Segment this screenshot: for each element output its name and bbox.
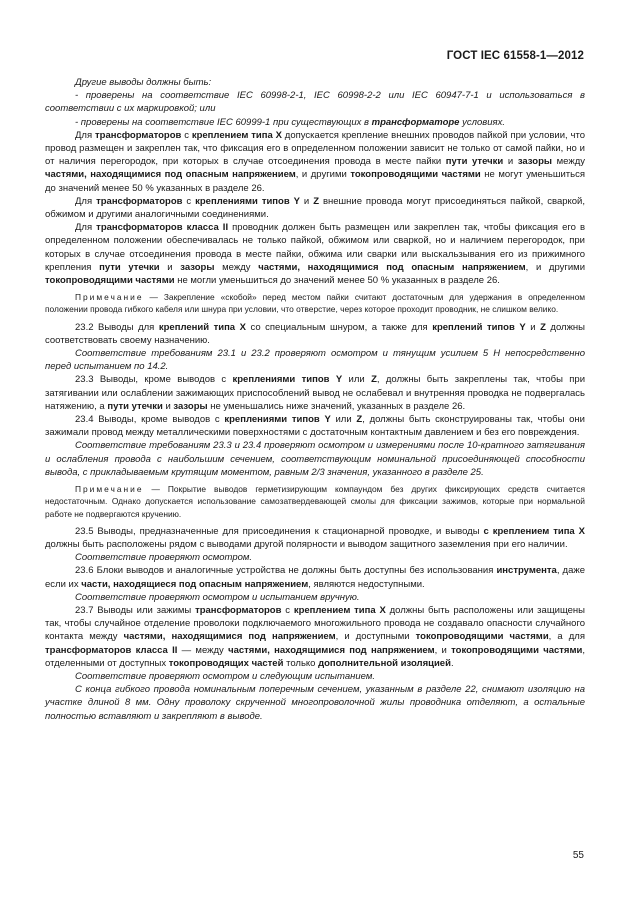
text-paragraph xyxy=(45,221,585,287)
text-run: с xyxy=(181,129,192,141)
term-bold: креплениями типов Y xyxy=(232,374,343,386)
text-run: - проверены на соответствие IEC 60999-1 при существующих в xyxy=(75,116,372,128)
term-bold: токопроводящими частями xyxy=(45,275,175,287)
note-label: Примечание xyxy=(75,292,144,303)
text-paragraph xyxy=(45,129,585,195)
term-bold: зазоры xyxy=(173,400,208,412)
text-run: . xyxy=(450,657,454,669)
note-paragraph xyxy=(45,291,585,315)
page-number: 55 xyxy=(572,850,584,861)
text-paragraph xyxy=(45,195,585,221)
term-bold: трансформаторов класса II xyxy=(96,222,229,234)
text-run: не могут уменьшиться до значений менее 50 % указанных в разделе 26. xyxy=(45,169,585,194)
text-run: должны быть расположены рядом с выводами другой полярности и выводом защитного заземления при его наличии. xyxy=(45,538,568,550)
text-run: между xyxy=(214,261,259,273)
text-run: 23.7 Выводы или зажимы xyxy=(75,604,196,616)
text-paragraph xyxy=(45,373,585,413)
term-bold: пути утечки xyxy=(99,261,160,273)
text-paragraph xyxy=(45,683,585,723)
text-run: — Закрепление «скобой» перед местом пайки считают достаточным для удержания в определенном положении провода гибкого кабеля или шнура при условии, что отверстие, через которое проходит проводник, не слишком велико. xyxy=(45,292,585,315)
text-run: , и доступными xyxy=(335,631,416,643)
text-run: С конца гибкого провода номинальным поперечным сечением, указанным в разделе 22, снимают изоляцию на участке длиной 8 мм. Одну проволоку скрученной многопроволочной жилы проводника отделяют, а остальные полностью вставляют и закрепляют в выводе. xyxy=(45,684,585,722)
term-bold: токопроводящими частями xyxy=(451,644,583,656)
term-bold: дополнительной изоляцией xyxy=(318,657,451,669)
term-bold: частями, находящимися под напряжением xyxy=(123,631,336,643)
text-run: , отделенными от доступных xyxy=(45,644,585,669)
term-bold: трансформаторов класса II xyxy=(45,644,178,656)
text-run: не могли уменьшиться до значений менее 50 % указанных в разделе 26. xyxy=(174,275,500,287)
text-run: с xyxy=(182,195,196,207)
text-run: проводник должен быть размещен или закреплен так, чтобы фиксация его в определенном положении обеспечивалась не только пайкой, обжимом или сваркой, но и наличием перегородок, при которых в случае отсоединения провода в месте пайки, обжима или сварки или выскальзывания его из прижимного крепления xyxy=(45,222,585,273)
text-run: Для xyxy=(75,129,95,141)
text-run: с xyxy=(281,604,294,616)
text-run: и xyxy=(525,321,541,333)
text-paragraph xyxy=(45,604,585,670)
term-bold: Z xyxy=(540,321,546,333)
text-paragraph xyxy=(45,89,585,115)
term-bold: креплением типа X xyxy=(293,604,386,616)
text-run: Соответствие проверяют осмотром и следующим испытанием. xyxy=(75,670,375,682)
text-run: и xyxy=(503,156,518,168)
term-bold: зазоры xyxy=(180,261,215,273)
text-run: со специальным шнуром, а также для xyxy=(245,321,433,333)
term-bold: токопроводящими частями xyxy=(415,631,549,643)
text-run: — между xyxy=(177,644,229,656)
text-run: и xyxy=(299,195,314,207)
text-run: 23.4 Выводы, кроме выводов с xyxy=(75,414,225,426)
text-run: Соответствие проверяют осмотром и испытанием вручную. xyxy=(75,591,360,603)
term-bold: частями, находящимися под напряжением xyxy=(228,644,435,656)
term-bold: токопроводящими частями xyxy=(350,169,481,181)
document-body xyxy=(45,76,585,723)
text-run: или xyxy=(342,374,372,386)
text-run: 23.3 Выводы, кроме выводов с xyxy=(75,374,233,386)
text-run: , а для xyxy=(548,631,585,643)
text-run: и xyxy=(159,261,181,273)
text-run: Для xyxy=(75,195,97,207)
term-bold: Z xyxy=(356,414,363,426)
term-bold: частями, находящимися под опасным напряжением xyxy=(45,169,296,181)
term-bold: Z xyxy=(371,374,377,386)
text-run: Другие выводы должны быть: xyxy=(75,77,212,88)
term-bold: пути утечки xyxy=(107,400,163,412)
text-run: Для xyxy=(75,222,97,234)
text-run: Соответствие требованиям 23.1 и 23.2 проверяют осмотром и тянущим усилием 5 Н непосредственно перед испытанием по 14.2. xyxy=(45,348,585,373)
text-run: не уменьшались ниже значений, указанных в разделе 26. xyxy=(207,400,466,412)
term-bold: с креплением типа X xyxy=(483,525,586,537)
text-run: 23.5 Выводы, предназначенные для присоединения к стационарной проводке, и выводы xyxy=(75,525,484,537)
text-run: — Покрытие выводов герметизирующим компаундом без других фиксирующих средств считается недостаточным. Однако допускается использование самозатвердевающей смолы для фиксации зажимов, которые при нормальной работе не подвергаются кручению. xyxy=(45,484,585,519)
term-bold: трансформаторов xyxy=(96,195,183,207)
text-run: внешние провода могут присоединяться пайкой, сваркой, обжимом и другими аналогичными соединениями. xyxy=(45,195,585,221)
term-bold: Z xyxy=(313,195,319,207)
standard-header: ГОСТ IEC 61558-1—2012 xyxy=(446,50,584,62)
text-run: между xyxy=(552,156,585,168)
text-run: должны быть расположены или защищены так, чтобы случайное отделение проволоки подключаемого многожильного провода не создавало опасности случайного контакта между xyxy=(45,604,586,643)
term-bold: пути утечки xyxy=(445,156,504,168)
text-paragraph xyxy=(45,116,585,129)
note-paragraph xyxy=(45,483,585,520)
text-run: - проверены на соответствие IEC 60998-2-1, IEC 60998-2-2 или IEC 60947-7-1 и использоваться в соответствии с их маркировкой; или xyxy=(45,90,585,115)
text-run: должны соответствовать своему назначению. xyxy=(45,321,585,346)
term-bold: трансформаторов xyxy=(94,129,182,141)
text-run: , и другими xyxy=(295,169,351,181)
text-paragraph xyxy=(45,321,585,347)
text-run: , и другими xyxy=(525,261,586,273)
text-run: и xyxy=(162,400,174,412)
text-run: , должны быть сконструированы так, чтобы они зажимали провод между металлическими поверхностями с достаточным контактным давлением и без его повреждения. xyxy=(45,414,585,439)
term-bold: трансформаторов xyxy=(195,604,282,616)
text-run: допускается крепление внешних проводов пайкой при условии, что провод размещен и закреплен так, что фиксация его в определенном положении зависит не только от самой пайки, но и от наличия перегородок, при которых в случае отсоединения провода в месте пайки xyxy=(45,129,585,168)
term-bold: зазоры xyxy=(517,156,553,168)
text-run: или xyxy=(330,414,357,426)
term-bold: трансформаторе xyxy=(371,116,460,128)
text-run: Соответствие проверяют осмотром. xyxy=(75,552,253,564)
term-bold: креплениями типов Y xyxy=(195,195,300,207)
text-run: , и xyxy=(434,644,452,656)
text-paragraph xyxy=(45,413,585,439)
text-run: условиях. xyxy=(459,116,505,128)
term-bold: инструмента xyxy=(496,565,557,577)
text-run: , даже если их xyxy=(45,565,585,590)
term-bold: токопроводящих частей xyxy=(168,657,284,669)
text-paragraph xyxy=(45,76,585,89)
text-run: , являются недоступными. xyxy=(308,578,425,590)
text-paragraph xyxy=(45,551,585,564)
term-bold: креплений типа X xyxy=(158,321,246,333)
text-paragraph xyxy=(45,525,585,551)
note-label: Примечание xyxy=(75,484,144,495)
text-run: , должны быть закреплены так, чтобы при затягивании или ослаблении зажимающих приспособлений вывод не ослабевал и внутренняя проводка не подвергалась натяжению, а xyxy=(45,374,585,412)
text-paragraph xyxy=(45,670,585,683)
text-run: 23.6 Блоки выводов и аналогичные устройства не должны быть доступны без использования xyxy=(75,565,497,577)
text-run: 23.2 Выводы для xyxy=(75,321,159,333)
term-bold: креплений типов Y xyxy=(432,321,526,333)
text-paragraph xyxy=(45,564,585,590)
term-bold: частями, находящимися под опасным напряжением xyxy=(258,261,526,273)
text-run: Соответствие требованиям 23.3 и 23.4 проверяют осмотром и измерениями после 10-кратного затягивания и ослабления провода с наибольшим сечением, соответствующим номинальной присоединяющей способности вывода, с прикладываемым крутящим моментом, равным 2/3 значения, указанного в разделе 25. xyxy=(45,440,585,478)
term-bold: креплениями типов Y xyxy=(224,414,331,426)
text-run: только xyxy=(283,657,319,669)
term-bold: части, находящиеся под опасным напряжением xyxy=(81,578,309,590)
text-paragraph xyxy=(45,591,585,604)
term-bold: креплением типа X xyxy=(191,129,282,141)
text-paragraph xyxy=(45,347,585,373)
text-paragraph xyxy=(45,439,585,479)
